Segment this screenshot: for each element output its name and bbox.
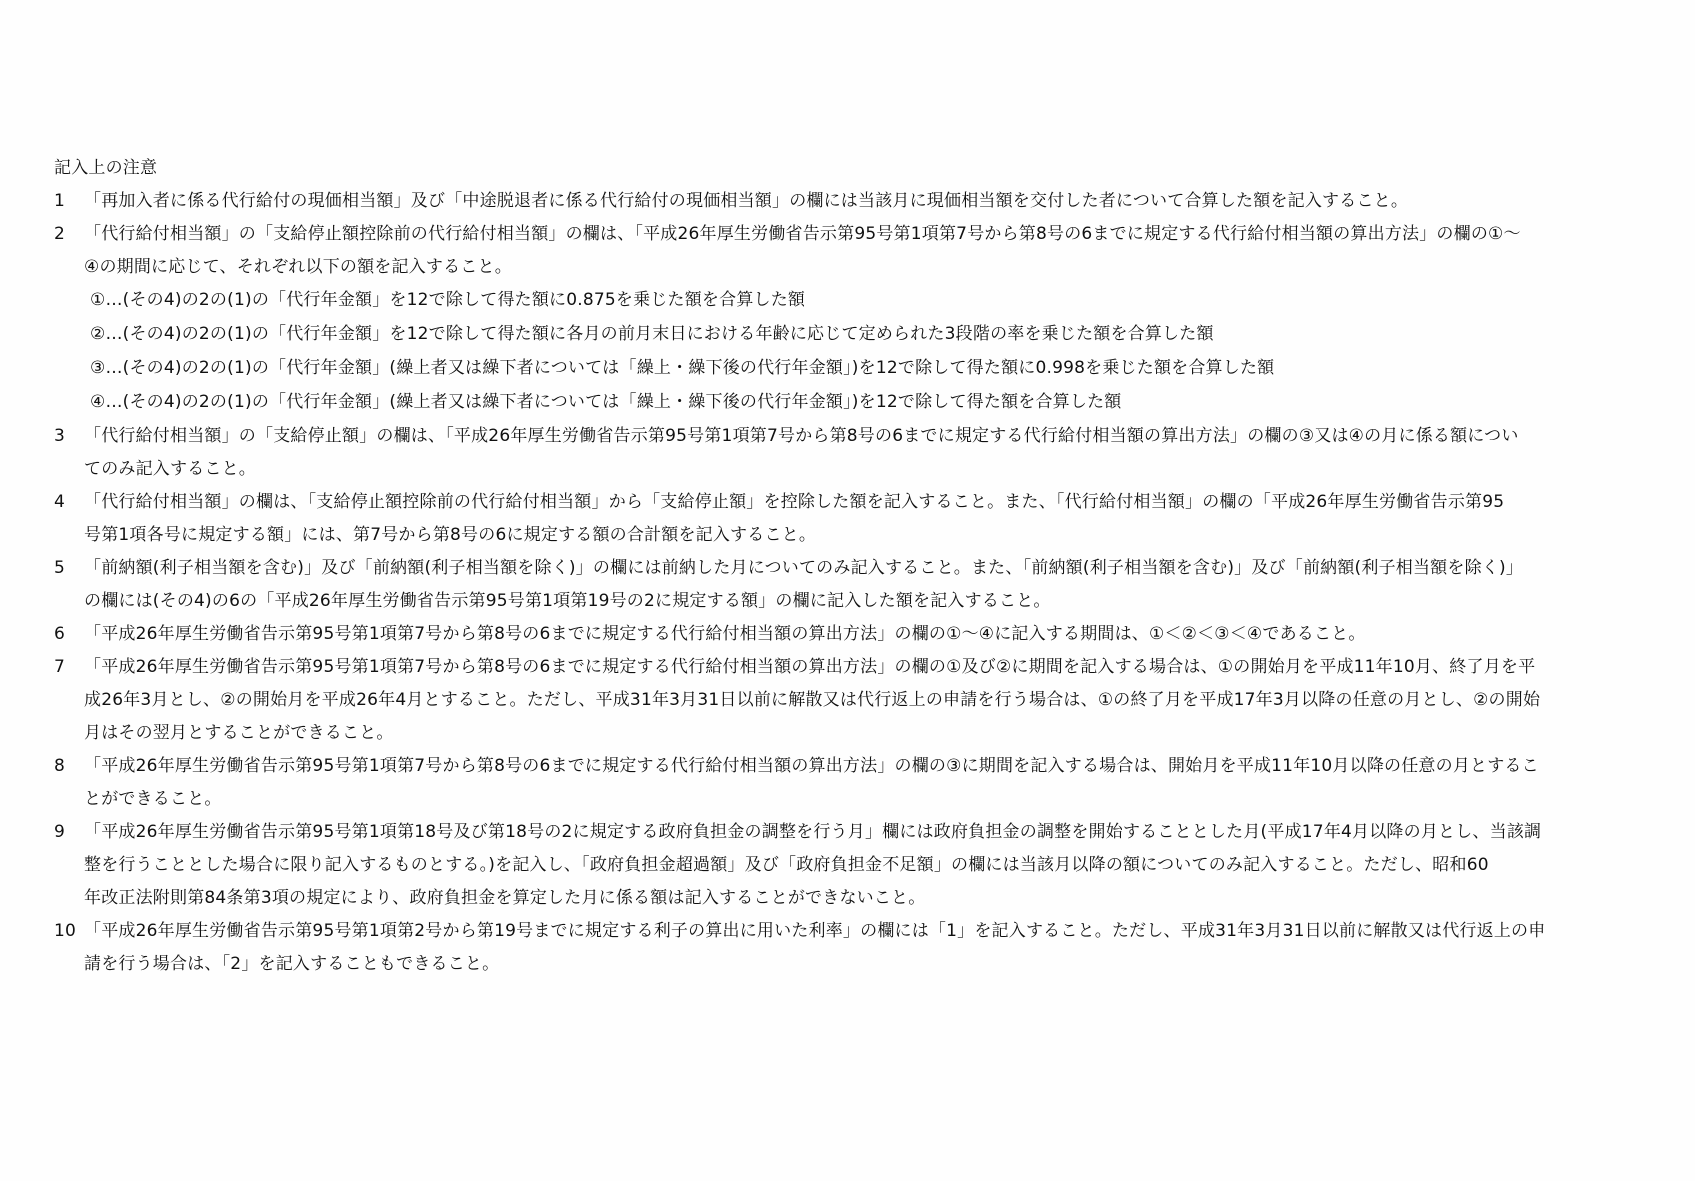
note-text-line: 整を行うこととした場合に限り記入するものとする。)を記入し、「政府負担金超過額」及び「政府負担金不足額」の欄には当該月以降の額についてのみ記入すること。ただし、昭和60 [84,855,1489,875]
note-text-line: 月はその翌月とすることができること。 [84,723,394,743]
note-text-line: 「平成26年厚生労働省告示第95号第1項第2号から第19号までに規定する利子の算出に用いた利率」の欄には「1」を記入すること。ただし、平成31年3月31日以前に解散又は代行返上の申 [84,921,1546,941]
note-item-7 [54,651,1644,750]
note-number: 8 [54,756,66,776]
note-number: 1 [54,191,66,211]
note-text-line: 年改正法附則第84条第3項の規定により、政府負担金を算定した月に係る額は記入することができないこと。 [84,888,926,908]
note-item-4 [54,486,1644,552]
note-item-8 [54,750,1644,816]
note-item-10 [54,915,1644,981]
note-text-line: 「代行給付相当額」の「支給停止額控除前の代行給付相当額」の欄は、「平成26年厚生労働省告示第95号第1項第7号から第8号の6までに規定する代行給付相当額の算出方法」の欄の①～ [84,224,1521,244]
document-title: 記入上の注意 [54,158,158,178]
note-text-line: てのみ記入すること。 [84,459,256,479]
note-text-line: 「平成26年厚生労働省告示第95号第1項第7号から第8号の6までに規定する代行給付相当額の算出方法」の欄の③に期間を記入する場合は、開始月を平成11年10月以降の任意の月とするこ [84,756,1539,776]
note-text-line: とができること。 [84,789,222,809]
note-number: 2 [54,224,66,244]
note-text-line: 「前納額(利子相当額を含む)」及び「前納額(利子相当額を除く)」の欄には前納した月についてのみ記入すること。また、「前納額(利子相当額を含む)」及び「前納額(利子相当額を除く)」 [84,558,1524,578]
note-text-line: 「代行給付相当額」の「支給停止額」の欄は、「平成26年厚生労働省告示第95号第1項第7号から第8号の6までに規定する代行給付相当額の算出方法」の欄の③又は④の月に係る額につい [84,426,1519,446]
note-item-5 [54,552,1644,618]
sub-item-1: ①…(その4)の2の(1)の「代行年金額」を12で除して得た額に0.875を乗じた額を合算した額 [90,290,806,310]
note-text-line: 「平成26年厚生労働省告示第95号第1項第7号から第8号の6までに規定する代行給付相当額の算出方法」の欄の①及び②に期間を記入する場合は、①の開始月を平成11年10月、終了月を平 [84,657,1536,677]
note-text-line: 「代行給付相当額」の欄は、「支給停止額控除前の代行給付相当額」から「支給停止額」を控除した額を記入すること。また、「代行給付相当額」の欄の「平成26年厚生労働省告示第95 [84,492,1505,512]
note-number: 3 [54,426,66,446]
note-text-line: 「再加入者に係る代行給付の現価相当額」及び「中途脱退者に係る代行給付の現価相当額」の欄には当該月に現価相当額を交付した者について合算した額を記入すること。 [84,191,1409,211]
note-number: 7 [54,657,66,677]
note-item-9 [54,816,1644,915]
note-item-6 [54,618,1644,651]
sub-item-4: ④…(その4)の2の(1)の「代行年金額」(繰上者又は繰下者については「繰上・繰下後の代行年金額」)を12で除して得た額を合算した額 [90,392,1122,412]
note-text-line: 「平成26年厚生労働省告示第95号第1項第18号及び第18号の2に規定する政府負担金の調整を行う月」欄には政府負担金の調整を開始することとした月(平成17年4月以降の月とし、当該調 [84,822,1542,842]
note-number: 9 [54,822,66,842]
note-number: 4 [54,492,66,512]
note-item-1 [54,185,1644,218]
note-number: 6 [54,624,66,644]
sub-item-2: ②…(その4)の2の(1)の「代行年金額」を12で除して得た額に各月の前月末日における年齢に応じて定められた3段階の率を乗じた額を合算した額 [90,324,1214,344]
note-sub-list [84,284,1644,420]
note-number: 5 [54,558,66,578]
note-item-2 [54,218,1644,420]
note-text-line: 成26年3月とし、②の開始月を平成26年4月とすること。ただし、平成31年3月31日以前に解散又は代行返上の申請を行う場合は、①の終了月を平成17年3月以降の任意の月とし、②の開始 [84,690,1541,710]
note-text-line: 号第1項各号に規定する額」には、第7号から第8号の6に規定する額の合計額を記入すること。 [84,525,817,545]
note-text-line: の欄には(その4)の6の「平成26年厚生労働省告示第95号第1項第19号の2に規定する額」の欄に記入した額を記入すること。 [84,591,1051,611]
document-body [54,152,1644,981]
note-text-line: 請を行う場合は、「2」を記入することもできること。 [84,954,500,974]
note-text-line: ④の期間に応じて、それぞれ以下の額を記入すること。 [84,257,512,277]
note-number: 10 [54,921,77,941]
note-text-line: 「平成26年厚生労働省告示第95号第1項第7号から第8号の6までに規定する代行給付相当額の算出方法」の欄の①～④に記入する期間は、①＜②＜③＜④であること。 [84,624,1366,644]
note-item-3 [54,420,1644,486]
sub-item-3: ③…(その4)の2の(1)の「代行年金額」(繰上者又は繰下者については「繰上・繰下後の代行年金額」)を12で除して得た額に0.998を乗じた額を合算した額 [90,358,1275,378]
